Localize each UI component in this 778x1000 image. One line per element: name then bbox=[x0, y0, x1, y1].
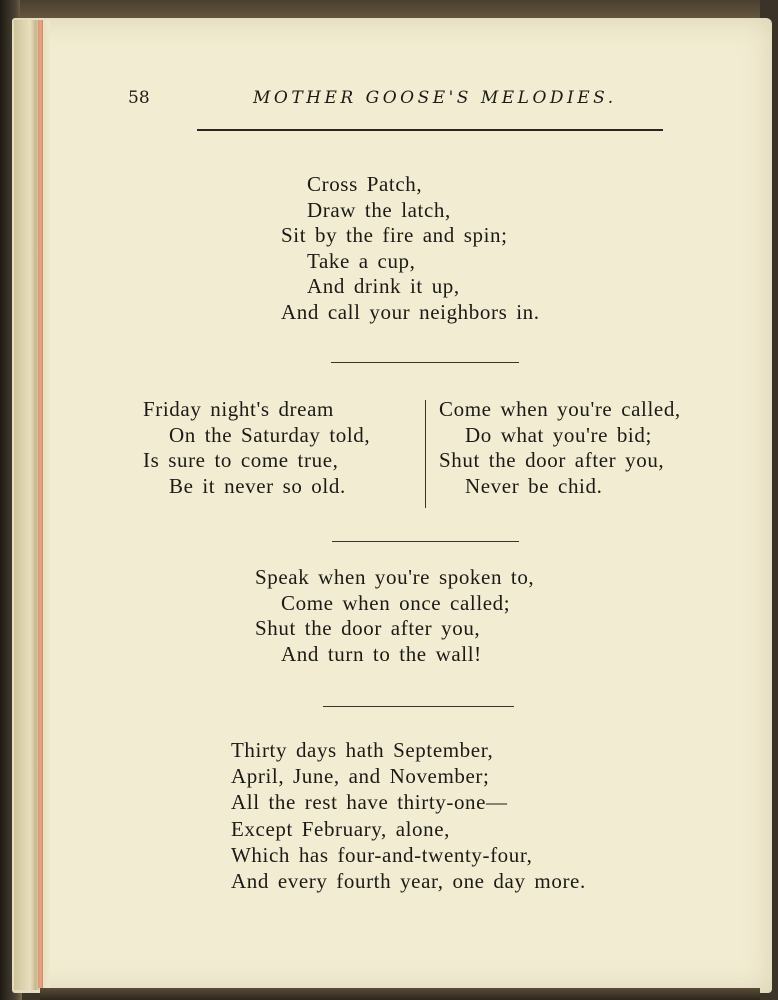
poem-cross-patch bbox=[281, 172, 540, 325]
verse-line: And call your neighbors in. bbox=[281, 299, 540, 324]
verse-line: Except February, alone, bbox=[231, 816, 451, 841]
verse-line: Which has four-and-twenty-four, bbox=[231, 842, 533, 867]
page-edge-stain bbox=[38, 20, 43, 988]
verse-line: All the rest have thirty-one— bbox=[231, 790, 508, 815]
verse-line: Is sure to come true, bbox=[143, 448, 339, 472]
verse-line: And drink it up, bbox=[307, 274, 460, 298]
verse-line: Be it never so old. bbox=[169, 473, 346, 498]
section-divider bbox=[331, 362, 519, 363]
poem-speak-when-spoken-to bbox=[255, 565, 534, 667]
header-rule bbox=[197, 129, 663, 131]
verse-line: And every fourth year, one day more. bbox=[231, 868, 586, 893]
verse-line: Friday night's dream bbox=[143, 397, 334, 421]
verse-line: April, June, and November; bbox=[231, 764, 490, 789]
verse-line: Thirty days hath September, bbox=[231, 738, 494, 762]
verse-line: Never be chid. bbox=[465, 473, 603, 498]
poem-come-when-called bbox=[439, 397, 681, 499]
book-bottom-edge bbox=[40, 988, 760, 1000]
verse-line: Come when once called; bbox=[281, 590, 511, 615]
running-title: MOTHER GOOSE'S MELODIES. bbox=[253, 88, 617, 108]
poem-friday-nights-dream bbox=[143, 397, 370, 499]
verse-line: Cross Patch, bbox=[307, 172, 423, 196]
verse-line: Take a cup, bbox=[307, 248, 416, 273]
verse-line: Speak when you're spoken to, bbox=[255, 565, 535, 589]
verse-line: Draw the latch, bbox=[307, 197, 451, 222]
column-rule bbox=[425, 400, 426, 508]
section-divider bbox=[332, 541, 519, 542]
page-number: 58 bbox=[128, 88, 150, 108]
verse-line: Sit by the fire and spin; bbox=[281, 223, 508, 247]
section-divider bbox=[323, 706, 514, 707]
verse-line: Come when you're called, bbox=[439, 397, 681, 421]
verse-line: And turn to the wall! bbox=[281, 641, 482, 666]
verse-line: Shut the door after you, bbox=[255, 616, 481, 640]
verse-line: Shut the door after you, bbox=[439, 448, 665, 472]
poem-thirty-days bbox=[231, 737, 586, 894]
verse-line: On the Saturday told, bbox=[169, 422, 371, 447]
verse-line: Do what you're bid; bbox=[465, 422, 652, 447]
page-gutter bbox=[14, 20, 50, 990]
